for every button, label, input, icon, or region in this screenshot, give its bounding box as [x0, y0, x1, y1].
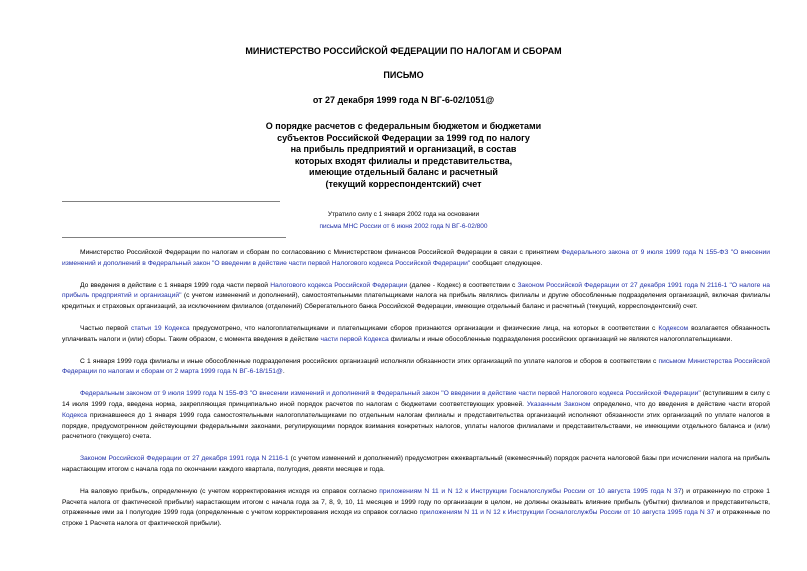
document-link[interactable]: Законом Российской Федерации от 27 декабря 1991 года N 2116-1 — [80, 455, 289, 463]
paragraph — [62, 357, 770, 379]
paragraph-text: Министерство Российской Федерации по налогам и сборам по согласованию с Министерством финансов Российской Федерации в связи с принятием — [80, 249, 562, 256]
paragraph-text: (с учетом изменений и дополнений) предусмотрен ежеквартальный (ежемесячный) порядок расчета налоговой базы при исчислении налога на прибыль нарастающим итогом с начала года по окончании каждого квартала, полугодия, девяти месяцев и года. — [62, 455, 770, 473]
ministry-heading: МИНИСТЕРСТВО РОССИЙСКОЙ ФЕДЕРАЦИИ ПО НАЛОГАМ И СБОРАМ — [245, 46, 562, 56]
title-line: О порядке расчетов с федеральным бюджетом и бюджетами — [265, 121, 542, 131]
paragraph-text: . — [282, 368, 285, 376]
paragraph-text: ) и отраженную по строке 1 Расчета налога от фактической прибыли) нарастающим итогом с начала года за 7, 8, 9, 10, 11 месяцев и 1999 году по организации в целом, не должны оказывать влияние прибыль (убытки) филиалов и представительств, отраженные ими за I полугодие 1999 года (определенные с учетом корректирования исходя из справок согласно — [62, 487, 770, 517]
paragraph-text: На валовую прибыль, определенную (с учетом корректирования исходя из справок согласно — [80, 487, 380, 495]
document-link[interactable]: Федеральным законом от 9 июля 1999 года N 155-ФЗ "О внесении изменений и дополнений в Федеральный закон "О введении в действие части первой Налогового кодекса Российской Федерации" — [80, 390, 701, 398]
document-link[interactable]: письмом Министерства Российской Федерации по налогам и сборам от 2 марта 1999 года N ВГ-6-18/151@ — [62, 357, 770, 376]
paragraph-text: Частью первой — [80, 324, 131, 332]
title-line: на прибыль предприятий и организаций, в состав — [290, 144, 517, 154]
void-notice — [0, 209, 807, 233]
paragraph-text: (вступившим в силу с 14 июля 1999 года, введена норма, закрепляющая принципиально иной порядок расчетов по налогам с бюджетами соответствующих уровней. — [62, 390, 771, 408]
document-link[interactable]: статьи 19 Кодекса — [130, 324, 190, 332]
paragraph-text: и отраженные по строке 1 Расчета налога от фактической прибыли). — [62, 509, 770, 528]
document-link[interactable]: Федерального закона от 9 июля 1999 года N 155-ФЗ "О внесении изменений и дополнений в Федеральный закон "О введении в действие части первой Налогового кодекса Российской Федерации" — [62, 249, 770, 267]
document-link[interactable]: приложениям N 11 и N 12 к Инструкции Госналогслужбы России от 10 августа 1995 года N 37 — [379, 487, 682, 495]
paragraph-text: филиалы и иные обособленные подразделения российских организаций не являются налогоплательщиками. — [388, 335, 733, 343]
void-notice-link[interactable]: письма МНС России от 6 июня 2002 года N ВГ-6-02/800 — [319, 223, 488, 230]
paragraph-text: определено, что до введения в действие части второй — [590, 400, 770, 408]
paragraph-text: возлагается обязанность уплачивать налоги и (или) сборы. Таким образом, с момента введения в действие — [62, 324, 771, 343]
paragraph — [62, 281, 770, 313]
paragraph-text: С 1 января 1999 года филиалы и иные обособленные подразделения российских организаций исполняли обязанности этих организаций по уплате налогов и сборов в соответствии с — [80, 357, 659, 365]
void-notice-text: Утратило силу с 1 января 2002 года на основании — [327, 211, 480, 218]
document-link[interactable]: Налогового кодекса Российской Федерации — [270, 281, 408, 289]
paragraph-text: До введения в действие с 1 января 1999 года части первой — [80, 281, 271, 289]
paragraph-text: предусмотрено, что налогоплательщиками и плательщиками сборов признаются организации и физические лица, на которых в соответствии с — [189, 324, 659, 332]
paragraph-text: признавшееся до 1 января 1999 года самостоятельными налогоплательщиками по отдельным налогам филиалы и представительства организаций исполняют обязанности этих организаций по уплате налогов в порядке, предусмотренном действующими федеральными законами, регулирующими порядок взимания конкретных налогов, уплаты налогов филиалами и представительствами, не имеющими отдельного баланса и (или) расчетного (текущего) счета. — [62, 411, 770, 441]
title-line: субъектов Российской Федерации за 1999 год по налогу — [277, 132, 530, 143]
paragraph — [62, 324, 770, 346]
document-link[interactable]: приложениям N 11 и N 12 к Инструкции Госналогслужбы России от 10 августа 1995 года N 37 — [419, 509, 715, 517]
divider-bottom — [62, 237, 286, 238]
document-link[interactable]: Кодекса — [62, 411, 88, 419]
document-body — [62, 248, 770, 541]
paragraph-text: (с учетом изменений и дополнений), самостоятельными плательщиками налога на прибыль являлись филиалы и другие обособленные подразделения организаций, включая филиалы кредитных и страховых организаций, за исключением филиалов (отделений) Сберегательного банка Российской Федерации, имеющие отдельный баланс и расчетный (текущий, корреспондентский) счет. — [62, 292, 770, 311]
divider-top — [62, 201, 280, 202]
paragraph — [62, 487, 770, 530]
document-type: ПИСЬМО — [383, 70, 424, 80]
title-line: имеющие отдельный баланс и расчетный — [309, 167, 498, 177]
document-link[interactable]: части первой Кодекса — [320, 335, 389, 343]
document-title — [0, 121, 807, 190]
paragraph — [62, 389, 770, 443]
title-line: которых входят филиалы и представительства, — [294, 155, 513, 166]
paragraph-text: сообщает следующее. — [470, 259, 543, 267]
document-date-number: от 27 декабря 1999 года N ВГ-6-02/1051@ — [312, 95, 495, 105]
paragraph-text: (далее - Кодекс) в соответствии с — [407, 281, 518, 289]
paragraph — [62, 248, 770, 270]
paragraph — [62, 454, 770, 476]
document-link[interactable]: Кодексом — [658, 324, 689, 332]
document-link[interactable]: Законом Российской Федерации от 27 декабря 1991 года N 2116-1 "О налоге на прибыль предприятий и организаций" — [62, 281, 770, 300]
title-line: (текущий корреспондентский) счет — [325, 178, 482, 189]
document-link[interactable]: Указанным Законом — [526, 400, 591, 408]
